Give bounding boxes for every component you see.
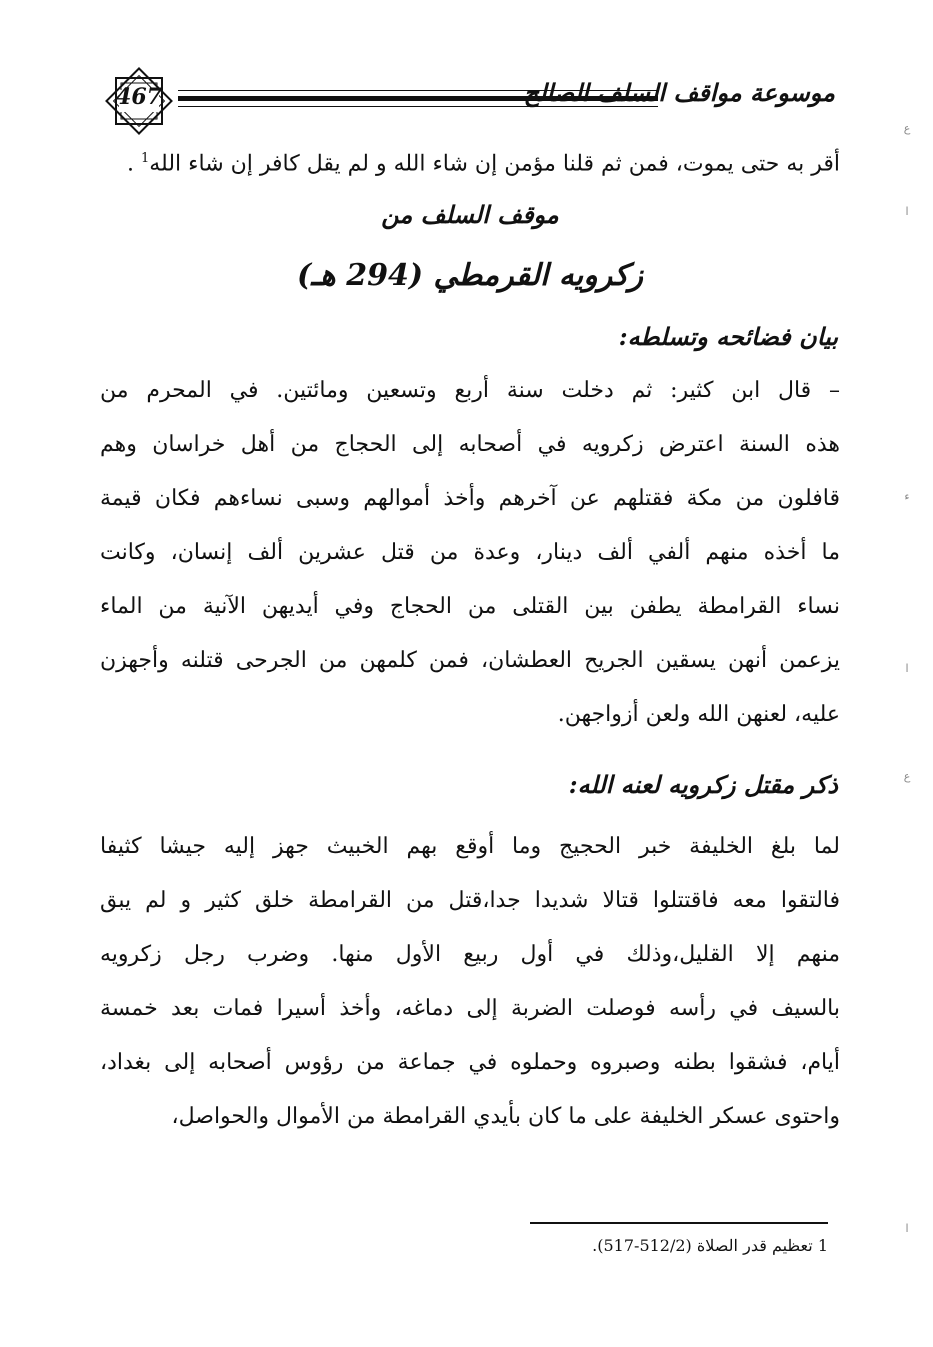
page-header bbox=[100, 62, 835, 132]
margin-mark: ع bbox=[903, 770, 911, 783]
margin-mark: ع bbox=[903, 122, 911, 135]
section1-paragraph bbox=[100, 364, 840, 764]
intro-line bbox=[100, 132, 840, 186]
margin-mark: ا bbox=[905, 662, 909, 675]
section-title-line1: موقف السلف من bbox=[381, 200, 559, 229]
footnote-divider bbox=[530, 1222, 828, 1224]
section2-paragraph bbox=[100, 820, 840, 1160]
section2-line: واحتوى عسكر الخليفة على ما كان بأيدي القرامطة من الأموال والحواصل، bbox=[171, 1104, 840, 1129]
section-title-line2: زكرويه القرمطي (294 هـ) bbox=[296, 258, 644, 293]
margin-mark: ا bbox=[905, 1222, 909, 1235]
section1-line: قافلون من مكة فقتلهم عن آخرهم وأخذ أموالهم وسبى نساءهم فكان قيمة bbox=[100, 486, 840, 511]
margin-mark: ء bbox=[904, 490, 910, 503]
section1-line: هذه السنة اعترض زكرويه في أصحابه إلى الحجاج من أهل خراسان وهم bbox=[100, 432, 840, 457]
footnote-number: 1 bbox=[817, 1236, 828, 1255]
intro-paragraph bbox=[100, 132, 840, 186]
section1-line: – قال ابن كثير: ثم دخلت سنة أربع وتسعين ومائتين. في المحرم من bbox=[100, 378, 840, 403]
section2-line: أيام، فشقوا بطنه وصبروه وحملوه في جماعة من رؤوس أصحابه إلى بغداد، bbox=[100, 1050, 840, 1075]
section2-line: لما بلغ الخليفة خبر الحجيج وما أوقع بهم الخبيث جهز إليه جيشا كثيفا bbox=[100, 834, 840, 859]
intro-text: أقر به حتى يموت، فمن ثم قلنا مؤمن إن شاء الله و لم يقل كافر إن شاء الله bbox=[149, 151, 840, 177]
section2-line: منهم إلا القليل،وذلك في أول ربيع الأول منها. وضرب رجل زكرويه bbox=[100, 942, 840, 967]
section1-line: ما أخذه منهم ألفي ألف دينار، وعدة من قتل عشرين ألف إنسان، وكانت bbox=[100, 540, 840, 565]
footnote-text: تعظيم قدر الصلاة (512/2-517). bbox=[592, 1236, 813, 1255]
section1-line: نساء القرامطة يطفن بين القتلى من الحجاج وفي أيديهن الآنية من الماء bbox=[100, 594, 840, 619]
footnote bbox=[228, 1236, 828, 1255]
margin-mark: ا bbox=[905, 205, 909, 218]
page-number: 467 bbox=[116, 84, 162, 110]
section1-line: عليه، لعنهن الله ولعن أزواجهن. bbox=[557, 702, 840, 727]
section1-heading: بيان فضائحه وتسلطه: bbox=[618, 322, 838, 351]
footnote-reference: 1 bbox=[140, 151, 150, 166]
section1-line: يزعمن أنهن يسقين الجريح العطشان، فمن كلمهن من الجرحى قتلنه وأجهزن bbox=[100, 648, 840, 673]
section2-line: فالتقوا معه فاقتتلوا قتالا شديدا جدا،قتل من القرامطة خلق كثير و لم يبق bbox=[100, 888, 840, 913]
section2-line: بالسيف في رأسه فوصلت الضربة إلى دماغه، وأخذ أسيرا فمات بعد خمسة bbox=[100, 996, 840, 1021]
intro-end: . bbox=[126, 151, 134, 177]
series-title: موسوعة مواقف السلف الصالح bbox=[523, 78, 835, 107]
section2-heading: ذكر مقتل زكرويه لعنه الله: bbox=[568, 770, 838, 799]
